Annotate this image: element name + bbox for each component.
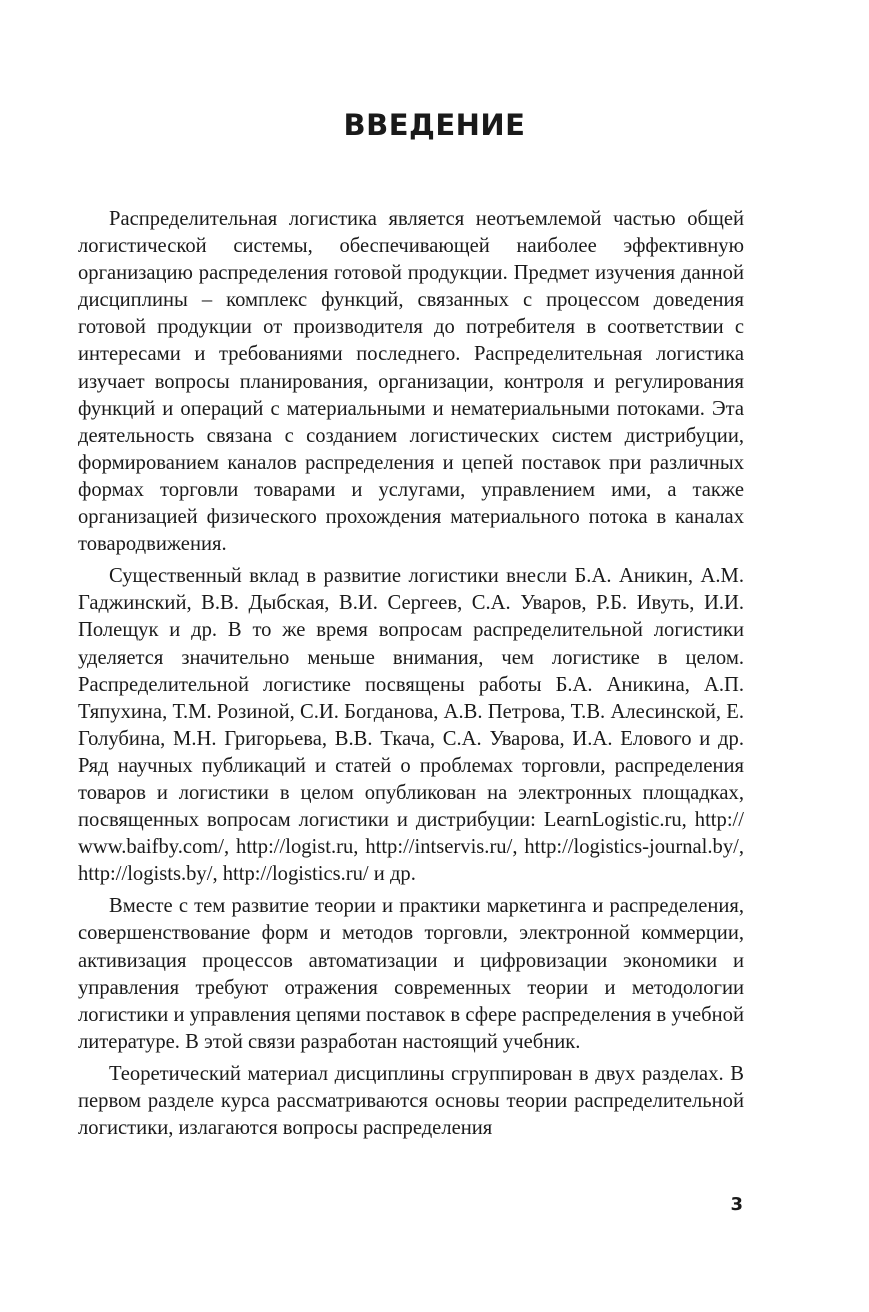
paragraph-4: Теоретический материал дисциплины сгруппирован в двух разделах. В первом разделе курса рассматриваются основы теории распределительной логистики, излагаются вопросы распределения: [78, 1062, 744, 1140]
page-number: 3: [730, 1194, 743, 1215]
paragraph-3: Вместе с тем развитие теории и практики маркетинга и распределения, совершенствование форм и методов торговли, электронной коммерции, активизация процессов автоматизации и цифровизации экономики и управления требуют отражения современных теории и методологии логистики и управления цепями поставок в сфере распределения в учебной литературе. В этой связи разработан настоящий учебник.: [78, 895, 744, 1053]
body-text: [78, 206, 744, 1147]
page-title: ВВЕДЕНИЕ: [343, 108, 526, 142]
paragraph-1: Распределительная логистика является неотъемлемой частью общей логистической системы, обеспечивающей наиболее эффективную организацию распределения готовой продукции. Предмет изучения данной дисциплины – комплекс функций, связанных с процессом доведения готовой продукции от производителя до потребителя в соответствии с интересами и требованиями последнего. Распределительная логистика изучает вопросы планирования, организации, контроля и регулирования функций и операций с материальными и нематериальными потоками. Эта деятельность связана с созданием логистических систем дистрибуции, формированием каналов распределения и цепей поставок при различных формах торговли товарами и услугами, управлением ими, а также организацией физического прохождения материального потока в каналах товародвижения.: [78, 208, 744, 556]
paragraph-2: Существенный вклад в развитие логистики внесли Б.А. Аникин, А.М. Гаджинский, В.В. Дыбская, В.И. Сергеев, С.А. Уваров, Р.Б. Ивуть, И.И. Полещук и др. В то же время вопросам распределительной логистики уделяется значительно меньше внимания, чем логистике в целом. Распределительной логистике посвящены работы Б.А. Аникина, А.П. Тяпухина, Т.М. Розиной, С.И. Богданова, А.В. Петрова, Т.В. Алесинской, Е. Голубина, М.Н. Григорьева, В.В. Ткача, С.А. Уварова, И.А. Елового и др. Ряд научных публикаций и статей о проблемах торговли, распределения товаров и логистики в целом опубликован на электронных площадках, посвященных вопросам логистики и дистрибуции: LearnLogistic.ru, http:// www.baifby.com/, http://logist.ru, http://intservis.ru/, http://logistics-journal.by/, http://logists.by/, http://logistics.ru/ и др.: [78, 565, 744, 886]
